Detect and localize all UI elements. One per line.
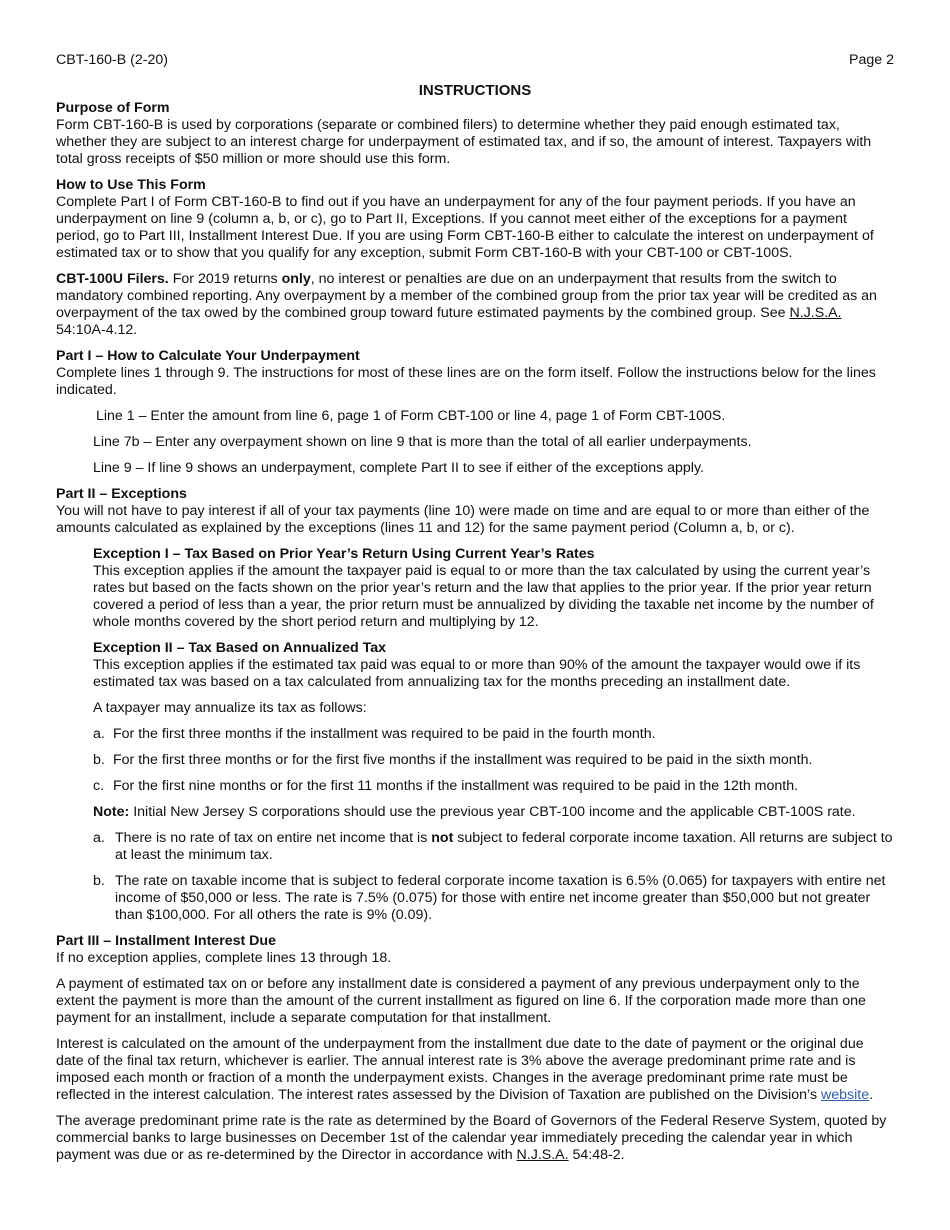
annualize-intro: A taxpayer may annualize its tax as follows: <box>93 700 367 716</box>
note-paragraph <box>56 804 894 821</box>
rate-item-b <box>56 873 894 924</box>
rate-item-label: b. <box>93 873 105 889</box>
part3-statute: N.J.S.A. <box>516 1147 569 1163</box>
how-to-heading: How to Use This Form <box>56 177 206 193</box>
division-website-link[interactable]: website <box>820 1087 870 1103</box>
part1-line-7b: Line 7b – Enter any overpayment shown on line 9 that is more than the total of all earlier underpayments. <box>93 434 752 450</box>
rate-a-not: not <box>431 830 454 846</box>
how-to-text: Complete Part I of Form CBT-160-B to find out if you have an underpayment for any of the four payment periods. If you have an underpayment on line 9 (column a, b, or c), go to Part II, Exceptions. If you cannot meet either of the exceptions for a payment period, go to Part III, Installment Interest Due. If you are using Form CBT-160-B either to calculate the interest on underpayment of estimated tax or to show that you qualify for any exception, submit Form CBT-160-B with your CBT-100 or CBT-100S. <box>56 194 874 261</box>
note-label: Note: <box>93 804 130 820</box>
part3-heading: Part III – Installment Interest Due <box>56 933 276 949</box>
part3-paragraph-2: Interest is calculated on the amount of the underpayment from the installment due date to the date of payment or the original due date of the final tax return, whichever is earlier. The annual interest rate is 3% above the average predominant prime rate and is imposed each month or fraction of a month the underpayment exists. Changes in the average predominant prime rate must be reflected in the interest calculation. The interest rates assessed by the Division of Taxation are published on the Division’s website. <box>56 1036 874 1103</box>
purpose-text: Form CBT-160-B is used by corporations (separate or combined filers) to determine whether they paid enough estimated tax, whether they are subject to an interest charge for underpayment of estimated tax, and if so, the amount of interest. Taxpayers with total gross receipts of $50 million or more should use this form. <box>56 117 872 167</box>
note-text: Initial New Jersey S corporations should use the previous year CBT-100 income and the applicable CBT-100S rate. <box>129 804 856 820</box>
rate-a-post: subject to federal corporate income taxation. All returns are subject to at least the minimum tax. <box>115 830 893 863</box>
annualize-item-text: For the first three months if the installment was required to be paid in the fourth month. <box>113 726 656 742</box>
cbt100u-cite: 54:10A-4.12. <box>56 322 138 338</box>
rate-item-text: The rate on taxable income that is subject to federal corporate income taxation is 6.5% (0.065) for taxpayers with entire net income of $50,000 or less. The rate is 7.5% (0.075) for those with entire net income greater than $50,000 but not greater than $100,000. For all others the rate is 9% (0.09). <box>115 873 886 923</box>
cbt100u-only: only <box>281 271 311 287</box>
exception2-text: This exception applies if the estimated tax paid was equal to or more than 90% of the amount the taxpayer would owe if its estimated tax was based on a tax calculated from annualizing tax for the months preceding an installment date. <box>93 657 861 690</box>
rate-a-pre: There is no rate of tax on entire net income that is <box>115 830 432 846</box>
part2-heading: Part II – Exceptions <box>56 486 187 502</box>
exception2-heading: Exception II – Tax Based on Annualized Tax <box>93 640 387 656</box>
annualize-item <box>56 726 894 743</box>
page-title: INSTRUCTIONS <box>418 82 532 99</box>
part3-paragraph-3-text: The average predominant prime rate is the rate as determined by the Board of Governors of the Federal Reserve System, quoted by commercial banks to large businesses on December 1st of the calendar year immediately preceding the calendar year in which payment was due or as re-determined by the Director in accordance with <box>56 1113 887 1163</box>
part3-text: If no exception applies, complete lines 13 through 18. <box>56 950 392 966</box>
annualize-item <box>56 778 894 795</box>
annualize-item-text: For the first nine months or for the first 11 months if the installment was required to be paid in the 12th month. <box>113 778 799 794</box>
annualize-item <box>56 752 894 769</box>
page-number: Page 2 <box>849 52 894 68</box>
page-header <box>56 52 894 70</box>
cbt100u-text2: , no interest or penalties are due on an underpayment that results from the switch to mandatory combined reporting. Any overpayment by a member of the combined group from the prior tax year will be credited as an overpayment of the tax owed by the combined group toward future estimated payments by the combined group. See <box>56 271 877 321</box>
instructions-page <box>56 52 894 1164</box>
cbt100u-text1: For 2019 returns <box>172 271 278 287</box>
annualize-item-label: a. <box>93 726 105 742</box>
cbt100u-statute: N.J.S.A. <box>789 305 842 321</box>
rate-item-label: a. <box>93 830 105 846</box>
rate-item-text <box>115 830 894 864</box>
part1-line-9: Line 9 – If line 9 shows an underpayment, complete Part II to see if either of the exceptions apply. <box>93 460 704 476</box>
exception1-heading: Exception I – Tax Based on Prior Year’s Return Using Current Year’s Rates <box>93 546 595 562</box>
annualize-item-text: For the first three months or for the first five months if the installment was required to be paid in the sixth month. <box>113 752 813 768</box>
part3-paragraph-2-text: Interest is calculated on the amount of the underpayment from the installment due date to the date of payment or the original due date of the final tax return, whichever is earlier. The annual interest rate is 3% above the average predominant prime rate and is imposed each month or fraction of a month the underpayment exists. Changes in the average predominant prime rate must be reflected in the interest calculation. The interest rates assessed by the Division of Taxation are published on the Division’s <box>56 1036 864 1103</box>
part2-text: You will not have to pay interest if all of your tax payments (line 10) were made on time and are equal to or more than either of the amounts calculated as explained by the exceptions (lines 11 and 12) for the same payment period (Column a, b, or c). <box>56 503 870 536</box>
cbt100u-paragraph <box>56 271 894 339</box>
part3-paragraph-3 <box>56 1113 894 1164</box>
purpose-heading: Purpose of Form <box>56 100 170 116</box>
cbt100u-lead: CBT-100U Filers. <box>56 271 169 287</box>
part3-cite: 54:48-2. <box>572 1147 625 1163</box>
part1-line-1: Line 1 – Enter the amount from line 6, page 1 of Form CBT-100 or line 4, page 1 of Form CBT-100S. <box>96 408 726 424</box>
annualize-item-label: c. <box>93 778 105 794</box>
form-id: CBT-160-B (2-20) <box>56 52 168 68</box>
part1-text: Complete lines 1 through 9. The instructions for most of these lines are on the form itself. Follow the instructions below for the lines indicated. <box>56 365 876 398</box>
exception1-text: This exception applies if the amount the taxpayer paid is equal to or more than the tax calculated by using the current year’s rates but based on the facts shown on the prior year’s return and the law that applies to the prior year. If the prior year return covered a period of less than a year, the prior return must be annualized by dividing the taxable net income by the number of whole months covered by the short period return and multiplying by 12. <box>93 563 874 630</box>
annualize-item-label: b. <box>93 752 105 768</box>
part1-heading: Part I – How to Calculate Your Underpayment <box>56 348 360 364</box>
part3-paragraph-1: A payment of estimated tax on or before any installment date is considered a payment of any previous underpayment only to the extent the payment is more than the amount of the current installment as figured on line 6. If the corporation made more than one payment for an installment, include a separate computation for that installment. <box>56 976 866 1026</box>
rate-item-a <box>56 830 894 864</box>
exceptions-block <box>56 546 894 717</box>
